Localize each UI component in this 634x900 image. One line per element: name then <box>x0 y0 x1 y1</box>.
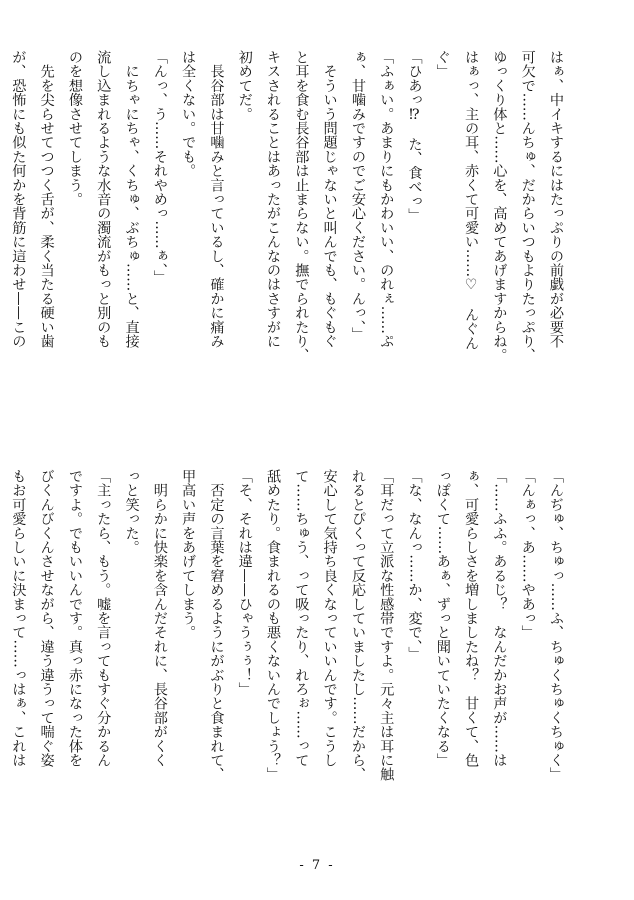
text-line: て……ちゅう、って吸ったり、れろぉ……って <box>293 469 310 768</box>
text-line: キスされることはあったがこんなのはさすがに <box>265 50 282 349</box>
text-line: 安心して気持ち良くなっていいんです。こうし <box>321 469 338 768</box>
text-line: 舐めたり。食まれるのも悪くないんでしょう？」 <box>265 469 282 782</box>
text-line: 初めてだ。 <box>236 50 253 121</box>
text-line: 「んっ、う……それやめっ……ぁ、」 <box>151 50 168 285</box>
text-line: もお可愛らしいに決まって……っはぁ、これは <box>10 469 27 768</box>
text-line: 可欠で……んちゅ、だからいつもよりたっぷり、 <box>519 50 536 363</box>
lower-text-block <box>10 469 570 849</box>
text-line: ゆっくり体と……心を、高めてあげますからね。 <box>491 50 508 363</box>
text-line: 「耳だって立派な性感帯ですよ。元々主は耳に触 <box>378 469 395 782</box>
text-line: ぐ」 <box>434 50 451 79</box>
text-line: のを想像させてしまう。 <box>66 50 83 207</box>
text-line: 「主ったら、もう。嘘を言ってもすぐ分かるん <box>95 469 112 768</box>
text-line <box>0 469 4 849</box>
text-line: 明らかに快楽を含んだそれに、長谷部がくく <box>151 469 168 768</box>
text-line: ぁ、可愛らしさを増しましたね？ 甘くて、色 <box>463 469 480 768</box>
text-line: ですよ。でもいいんです。真っ赤になった体を <box>66 469 83 768</box>
text-line: 「そ、それは違——ひゃうぅぅ！」 <box>236 469 253 697</box>
text-line: 「ひあっ⁉ た、食べっ」 <box>406 50 423 223</box>
text-line: れるとぴくって反応していましたし……だから、 <box>349 469 366 782</box>
text-line: 「……ふふ。あるじ？ なんだかお声が……は <box>491 469 508 768</box>
text-line: 先を尖らせてつつく舌が、柔く当たる硬い歯 <box>38 50 55 349</box>
text-line: が、恐怖にも似た何かを背筋に這わせ——この <box>10 50 27 349</box>
text-line: そういう問題じゃないと叫んでも、もぐもぐ <box>321 50 338 349</box>
upper-text-block <box>10 50 570 430</box>
text-line: びくんびくんさせながら、違う違うって喘ぐ姿 <box>38 469 55 768</box>
text-line: 「な、なんっ……か、変で、」 <box>406 469 423 661</box>
text-line: 甲高い声をあげてしまう。 <box>180 469 197 640</box>
text-line: はぁ、中イキするにはたっぷりの前戯が必要不 <box>548 50 564 349</box>
text-line: 「ふぁい。あまりにもかわいい、のれぇ……ぷ <box>378 50 395 349</box>
text-line: 長谷部は甘噛みと言っているし、確かに痛み <box>208 50 225 349</box>
text-line: はぁっ、主の耳、赤くて可愛い……♡ んぐん <box>463 50 480 350</box>
text-line <box>0 50 4 430</box>
text-line: ぁ、甘噛みですのでご安心ください。んっ、」 <box>349 50 366 342</box>
text-line: と耳を食む長谷部は止まらない。撫でられたり、 <box>293 50 310 363</box>
text-line: 「んぁっ、あ……やあっ」 <box>519 469 536 640</box>
text-line: っと笑った。 <box>123 469 140 555</box>
page-number: - 7 - <box>299 858 335 873</box>
text-line: っぽくて……あぁ、ずっと聞いていたくなる」 <box>434 469 451 768</box>
text-line: は全くない。でも。 <box>180 50 197 178</box>
text-line: 「んぢゅ、ちゅっ……ふ、ちゅくちゅくちゅく」 <box>548 469 564 782</box>
text-line: にちゃにちゃ、くちゅ、ぶちゅ……と、直接 <box>123 50 140 349</box>
text-line: 否定の言葉を窘めるようにがぶりと食まれて、 <box>208 469 225 782</box>
text-line: 流し込まれるような水音の濁流がもっと別のも <box>95 50 112 349</box>
